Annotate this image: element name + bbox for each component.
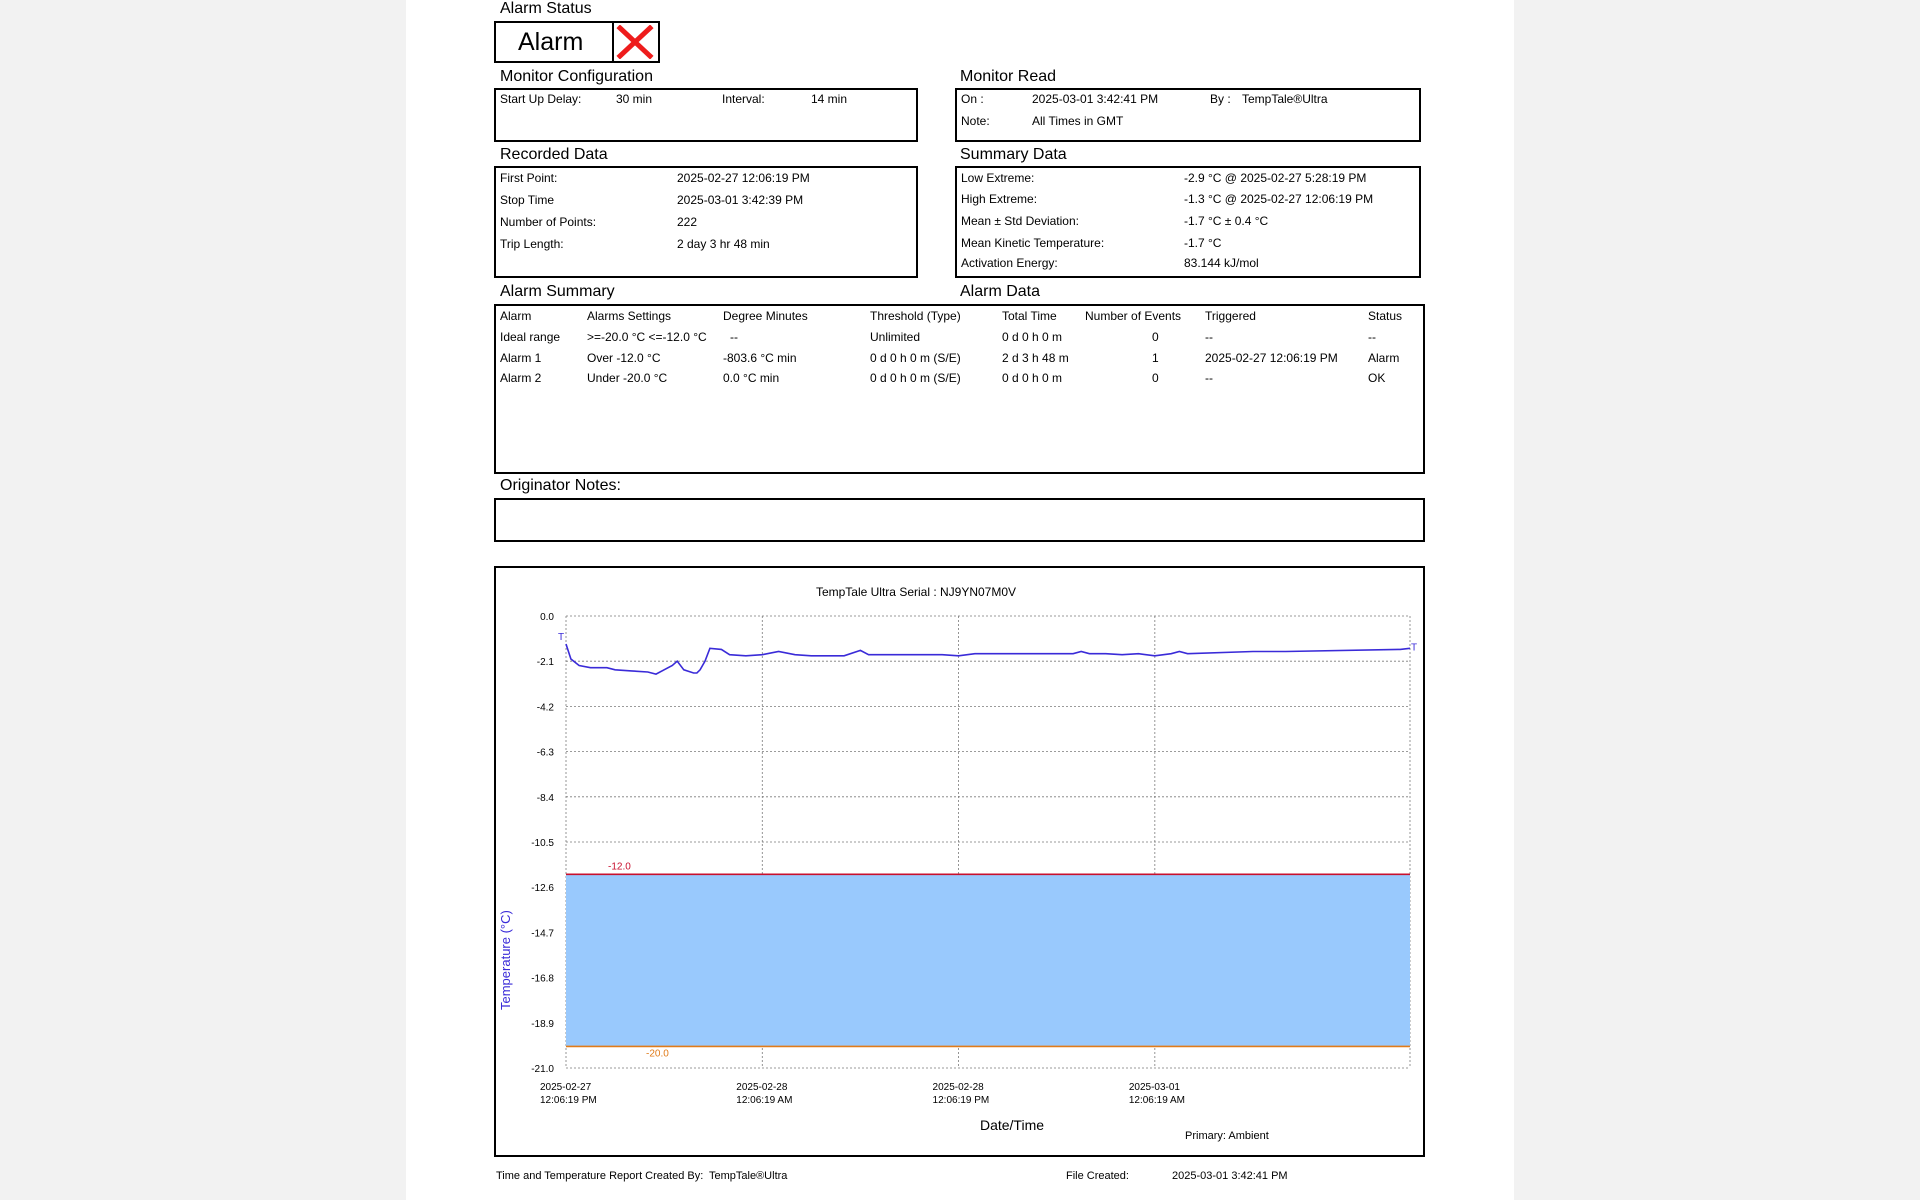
footer-created-by-label: Time and Temperature Report Created By: xyxy=(496,1170,704,1182)
x-tick-label: 2025-03-01 xyxy=(1128,1082,1180,1093)
table-row-cell: 2 d 3 h 48 m xyxy=(1002,351,1069,365)
table-row-cell: >=-20.0 °C <=-12.0 °C xyxy=(587,330,707,344)
table-row-cell: 0 d 0 h 0 m xyxy=(1002,371,1063,385)
temperature-chart xyxy=(496,568,1423,1155)
recorded-data-title: Recorded Data xyxy=(500,146,608,163)
mean-std-label: Mean ± Std Deviation: xyxy=(961,214,1079,228)
x-tick-label: 12:06:19 PM xyxy=(932,1095,990,1106)
first-point-label: First Point: xyxy=(500,171,558,185)
x-tick-label: 12:06:19 AM xyxy=(1128,1095,1185,1106)
startup-delay-value: 30 min xyxy=(616,92,653,106)
alarm-status-divider xyxy=(612,21,614,63)
interval-value: 14 min xyxy=(811,92,848,106)
first-point-value: 2025-02-27 12:06:19 PM xyxy=(677,171,810,185)
read-note-value: All Times in GMT xyxy=(1032,114,1124,128)
read-on-value: 2025-03-01 3:42:41 PM xyxy=(1032,92,1159,106)
table-row-cell: 0 d 0 h 0 m (S/E) xyxy=(870,351,961,365)
table-row-cell: -- xyxy=(1205,330,1213,344)
startup-delay-label: Start Up Delay: xyxy=(500,92,582,106)
mkt-value: -1.7 °C xyxy=(1184,236,1222,250)
alarm-col-header: Alarm xyxy=(500,309,532,323)
alarm-summary-box xyxy=(494,304,1425,474)
recorded-data-box xyxy=(494,166,918,278)
activation-energy-label: Activation Energy: xyxy=(961,256,1058,270)
events-col-header: Number of Events xyxy=(1085,309,1182,323)
y-tick-label: -2.1 xyxy=(536,657,554,669)
table-row-cell: Over -12.0 °C xyxy=(587,351,661,365)
legend-primary: Primary: Ambient xyxy=(1185,1130,1269,1142)
alarm-status-box xyxy=(494,21,660,63)
ideal-range-fill xyxy=(566,874,1410,1046)
table-row-cell: 0.0 °C min xyxy=(723,371,780,385)
activation-energy-value: 83.144 kJ/mol xyxy=(1184,256,1259,270)
read-by-label: By : xyxy=(1210,92,1231,106)
y-tick-label: -14.7 xyxy=(531,928,554,940)
monitor-read-title: Monitor Read xyxy=(960,68,1057,85)
number-points-value: 222 xyxy=(677,215,698,229)
red-x-icon xyxy=(616,25,654,59)
high-extreme-label: High Extreme: xyxy=(961,192,1038,206)
alarm-summary-title: Alarm Summary xyxy=(500,283,615,300)
series-line xyxy=(566,644,1410,674)
table-row-cell: Alarm xyxy=(1368,351,1400,365)
stop-time-label: Stop Time xyxy=(500,193,555,207)
total-time-col-header: Total Time xyxy=(1002,309,1057,323)
originator-notes-title: Originator Notes: xyxy=(500,477,621,494)
table-row-cell: 0 d 0 h 0 m (S/E) xyxy=(870,371,961,385)
y-axis-ticks xyxy=(531,612,554,1075)
threshold-col-header: Threshold (Type) xyxy=(870,309,961,323)
monitor-read-box xyxy=(955,88,1421,142)
table-row-cell: OK xyxy=(1368,371,1386,385)
y-tick-label: -16.8 xyxy=(531,973,554,985)
alarm-status-title: Alarm Status xyxy=(500,0,592,17)
table-row-cell: Under -20.0 °C xyxy=(587,371,668,385)
trip-length-label: Trip Length: xyxy=(500,237,564,251)
x-tick-label: 2025-02-28 xyxy=(932,1082,984,1093)
triggered-col-header: Triggered xyxy=(1205,309,1256,323)
y-tick-label: -18.9 xyxy=(531,1018,554,1030)
y-tick-label: -8.4 xyxy=(536,792,554,804)
read-by-value: TempTale®Ultra xyxy=(1242,92,1328,106)
table-row-cell: -803.6 °C min xyxy=(723,351,797,365)
originator-notes-box xyxy=(494,498,1425,542)
x-axis-ticks xyxy=(540,1082,1185,1106)
summary-data-title: Summary Data xyxy=(960,146,1067,163)
lower-limit-label: -20.0 xyxy=(646,1048,669,1060)
table-row-cell: -- xyxy=(1205,371,1213,385)
stop-time-value: 2025-03-01 3:42:39 PM xyxy=(677,193,804,207)
footer-file-created-value: 2025-03-01 3:42:41 PM xyxy=(1172,1170,1288,1182)
mean-std-value: -1.7 °C ± 0.4 °C xyxy=(1184,214,1269,228)
monitor-config-title: Monitor Configuration xyxy=(500,68,653,85)
number-points-label: Number of Points: xyxy=(500,215,597,229)
y-axis-label: Temperature (°C) xyxy=(498,910,513,1010)
y-tick-label: -10.5 xyxy=(531,838,554,849)
x-tick-label: 2025-02-28 xyxy=(736,1082,788,1093)
y-tick-label: -12.6 xyxy=(531,883,554,895)
x-tick-label: 2025-02-27 xyxy=(540,1082,592,1093)
report-page xyxy=(406,0,1514,1200)
x-tick-label: 12:06:19 PM xyxy=(540,1095,597,1106)
table-row-cell: Alarm 2 xyxy=(500,371,542,385)
table-row-cell: Ideal range xyxy=(500,330,561,344)
low-extreme-label: Low Extreme: xyxy=(961,171,1035,185)
table-row-cell: 2025-02-27 12:06:19 PM xyxy=(1205,351,1338,365)
monitor-config-box xyxy=(494,88,918,142)
read-on-label: On : xyxy=(961,92,984,106)
low-extreme-value: -2.9 °C @ 2025-02-27 5:28:19 PM xyxy=(1184,171,1367,185)
chart-box xyxy=(494,566,1425,1157)
summary-data-box xyxy=(955,166,1421,278)
y-tick-label: -4.2 xyxy=(536,702,554,714)
x-axis-label: Date/Time xyxy=(979,1117,1045,1133)
table-row-cell: 0 d 0 h 0 m xyxy=(1002,330,1063,344)
x-tick-label: 12:06:19 AM xyxy=(736,1095,793,1106)
table-row-cell: 0 xyxy=(1152,371,1159,385)
read-note-label: Note: xyxy=(961,114,990,128)
mkt-label: Mean Kinetic Temperature: xyxy=(961,236,1105,250)
table-row-cell: Unlimited xyxy=(870,330,921,344)
y-tick-label: -21.0 xyxy=(531,1064,554,1075)
degree-minutes-col-header: Degree Minutes xyxy=(723,309,808,323)
start-marker: T xyxy=(558,631,565,643)
table-row-cell: 1 xyxy=(1152,351,1159,365)
status-col-header: Status xyxy=(1368,309,1403,323)
end-marker: T xyxy=(1411,642,1418,654)
alarm-status-value: Alarm xyxy=(518,28,584,56)
upper-limit-label: -12.0 xyxy=(608,861,631,873)
chart-title: TempTale Ultra Serial : NJ9YN07M0V xyxy=(815,585,1017,599)
settings-col-header: Alarms Settings xyxy=(587,309,672,323)
interval-label: Interval: xyxy=(722,92,765,106)
trip-length-value: 2 day 3 hr 48 min xyxy=(677,237,770,251)
high-extreme-value: -1.3 °C @ 2025-02-27 12:06:19 PM xyxy=(1184,192,1374,206)
ideal-range-band xyxy=(566,874,1410,1046)
table-row-cell: -- xyxy=(730,330,738,344)
y-tick-label: 0.0 xyxy=(540,612,554,623)
alarm-data-title: Alarm Data xyxy=(960,283,1041,300)
footer-file-created-label: File Created: xyxy=(1066,1170,1129,1182)
footer-created-by-value: TempTale®Ultra xyxy=(709,1170,788,1182)
table-row-cell: Alarm 1 xyxy=(500,351,542,365)
table-row-cell: 0 xyxy=(1152,330,1159,344)
table-row-cell: -- xyxy=(1368,330,1376,344)
y-tick-label: -6.3 xyxy=(536,747,554,759)
